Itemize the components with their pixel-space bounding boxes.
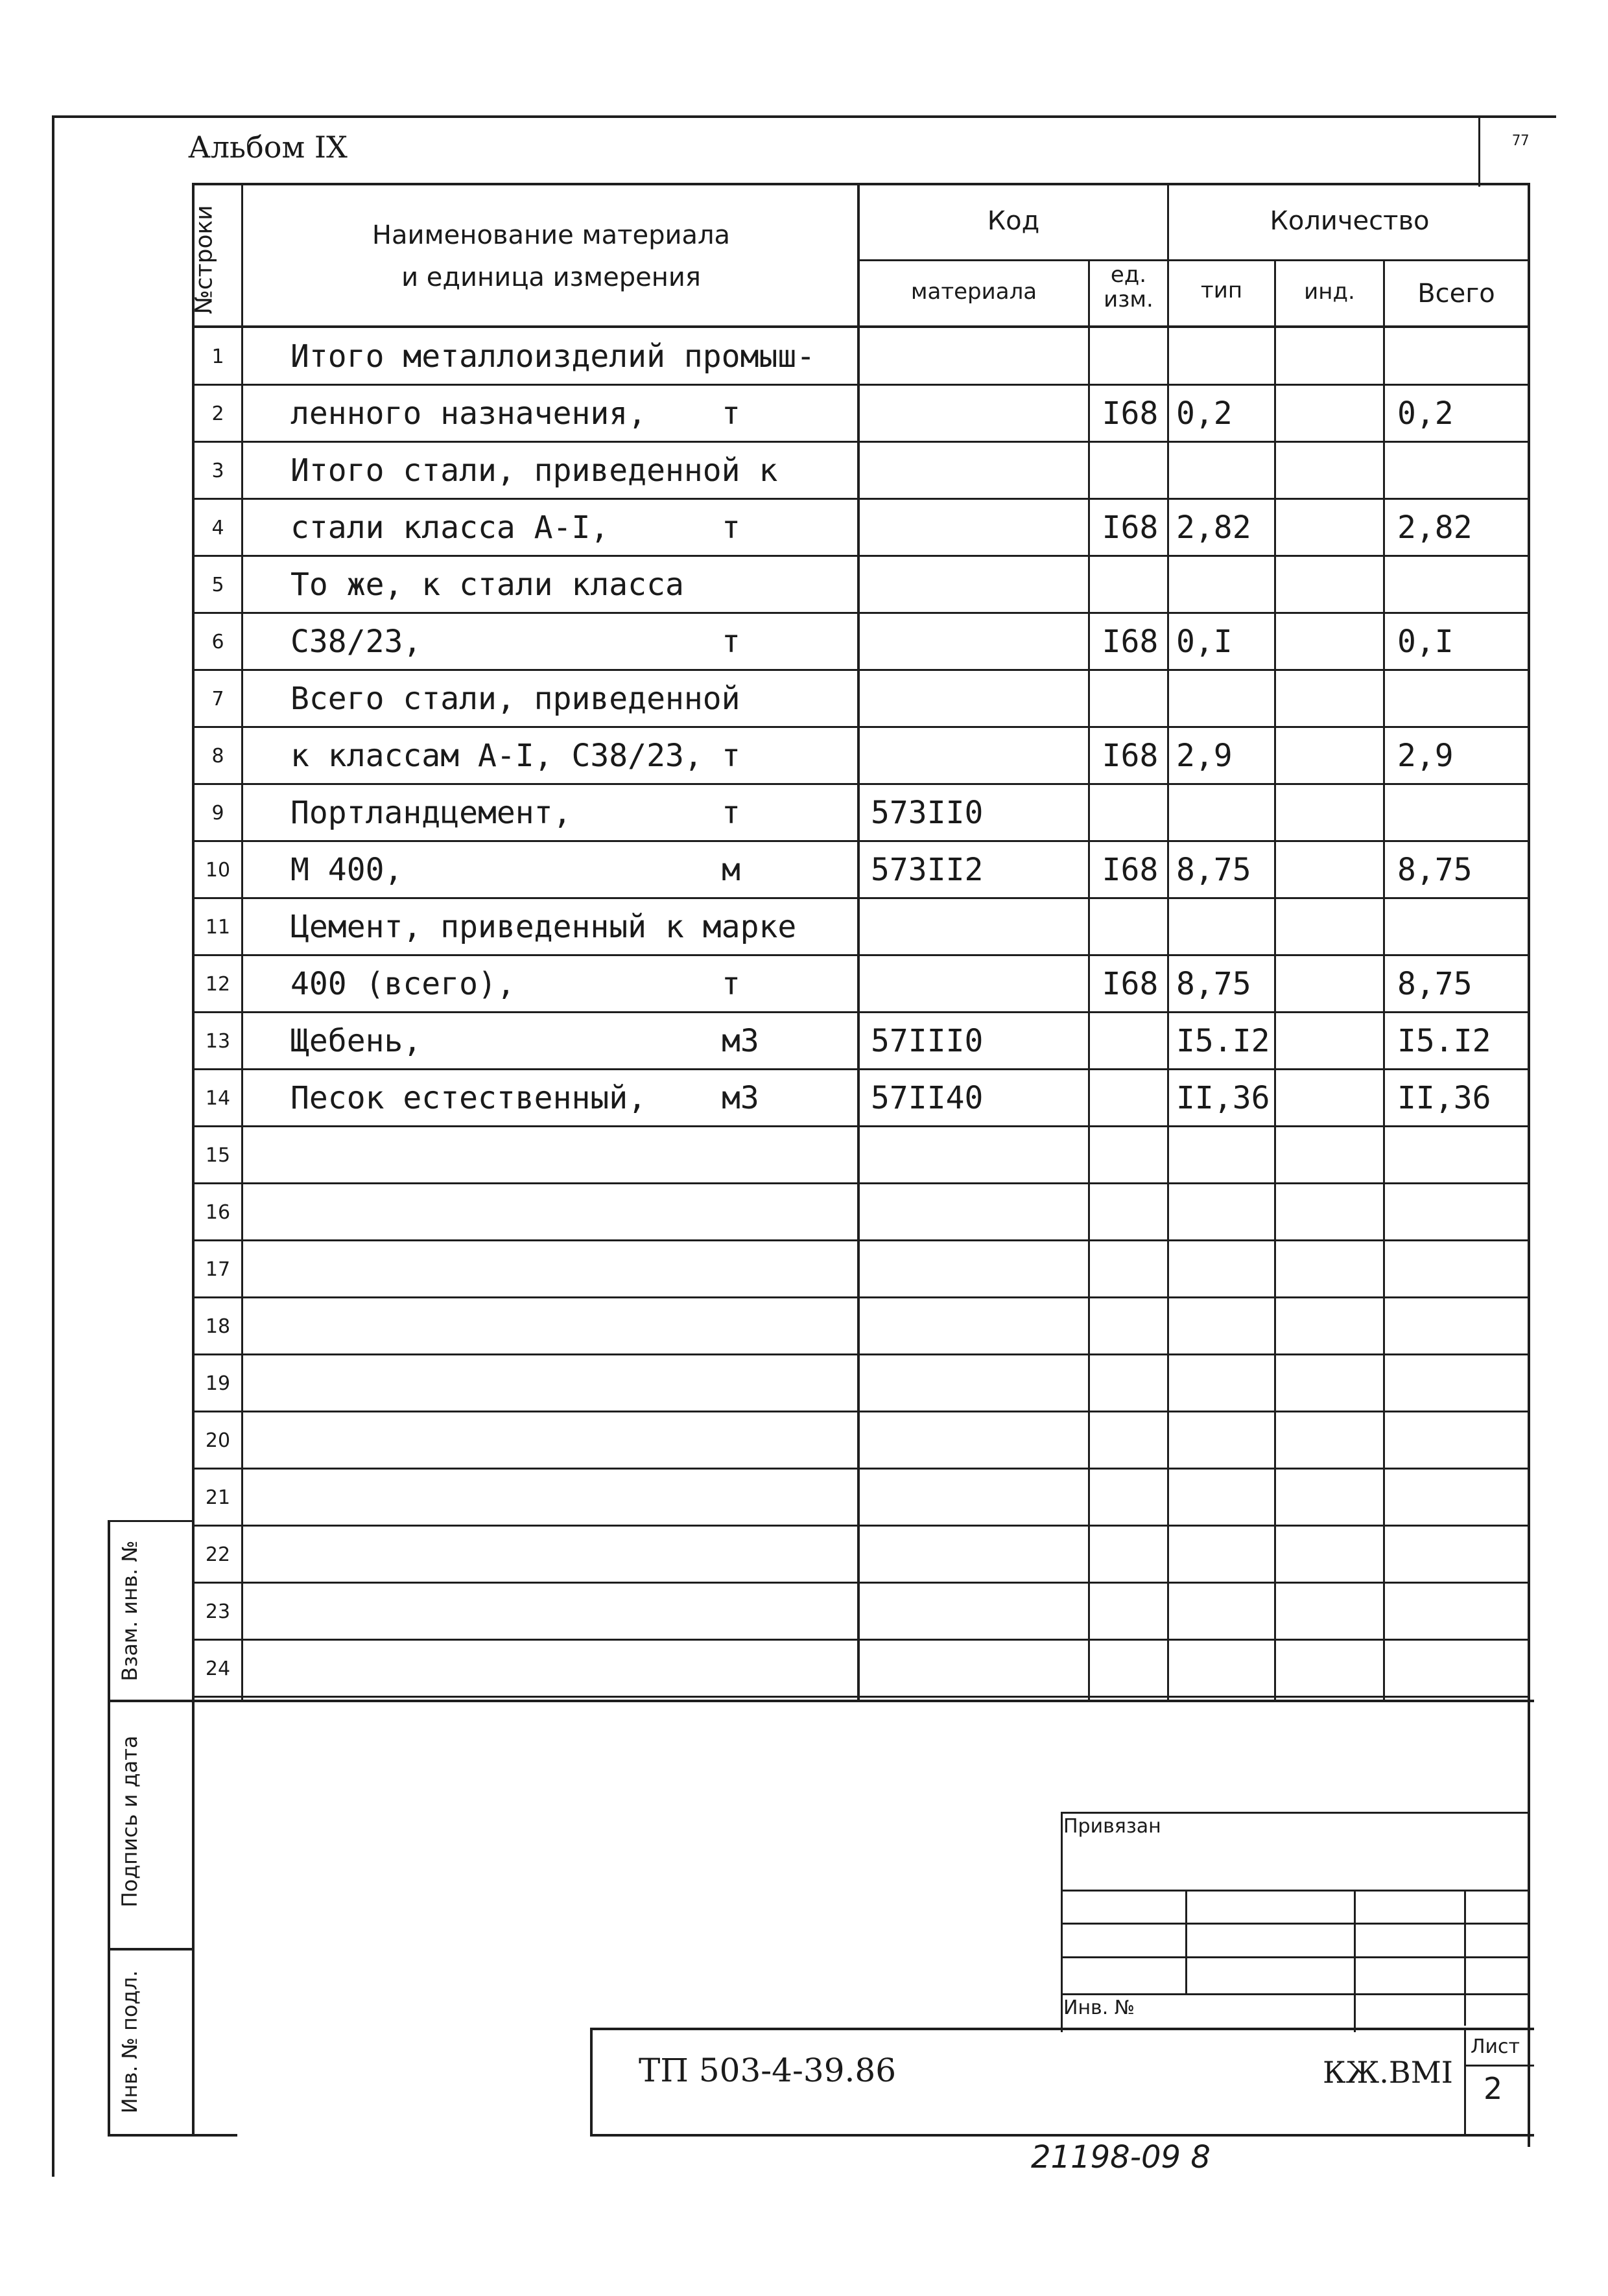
row-number: 22 (205, 1543, 231, 1566)
table-row (193, 1640, 1528, 1697)
quantity-total (1389, 1583, 1533, 1640)
stamp-v-3 (1464, 1890, 1466, 2026)
quantity-type: 2,9 (1176, 738, 1233, 774)
material-code (871, 1127, 1091, 1184)
material-name: М 400, (290, 852, 403, 888)
material-code (871, 727, 1091, 784)
table-row (193, 1298, 1528, 1355)
material-code (871, 328, 1091, 385)
row-number: 18 (205, 1315, 231, 1338)
row-number: 21 (205, 1486, 231, 1509)
row-number: 17 (205, 1258, 231, 1281)
unit-code: I68 (1102, 738, 1159, 774)
stamp-inv-no: Инв. № (1063, 1997, 1135, 2019)
row-number: 20 (205, 1429, 231, 1452)
quantity-total (1389, 1412, 1533, 1469)
material-code (871, 1241, 1091, 1298)
quantity-total (1389, 784, 1533, 841)
material-name: ленного назначения, (290, 395, 647, 432)
row-number: 12 (205, 972, 231, 996)
row-number: 5 (211, 573, 224, 596)
unit-code (1091, 1526, 1169, 1583)
material-name: 400 (всего), (290, 966, 515, 1002)
side-strip-bottom (108, 2134, 237, 2137)
handwritten-number: 21198-09 8 (1031, 2139, 1211, 2175)
quantity-total (1389, 1355, 1533, 1412)
unit-code (1091, 1127, 1169, 1184)
unit-code: I68 (1102, 395, 1159, 432)
quantity-total (1389, 1184, 1533, 1241)
quantity-type (1171, 784, 1286, 841)
material-code (871, 670, 1091, 727)
quantity-type: 2,82 (1176, 510, 1251, 546)
unit-code (1091, 328, 1169, 385)
unit (722, 1184, 774, 1241)
quantity-total: 8,75 (1397, 966, 1472, 1002)
side-label-vzam: Взам. инв. № (117, 1540, 142, 1681)
row-number: 8 (211, 744, 224, 767)
material-name: То же, к стали класса (290, 567, 684, 603)
side-label-inv-podl: Инв. № подл. (117, 1970, 142, 2114)
unit: м3 (722, 1080, 759, 1116)
row-number: 1 (211, 345, 224, 368)
stamp-h-3 (1061, 1956, 1530, 1958)
quantity-total: 2,9 (1397, 738, 1454, 774)
unit (722, 1640, 774, 1697)
sheet-label: Лист (1471, 2035, 1520, 2058)
header-total: Всего (1417, 279, 1495, 309)
header-code: Код (987, 206, 1040, 236)
quantity-total: 2,82 (1397, 510, 1472, 546)
stamp-v-2 (1354, 1890, 1356, 2032)
header-name-line1: Наименование материала (372, 220, 731, 250)
quantity-type (1171, 1640, 1286, 1697)
table-row (193, 385, 1528, 442)
unit-code (1091, 898, 1169, 955)
frame-corner-tick (1478, 115, 1480, 187)
material-code (871, 613, 1091, 670)
material-code (871, 1298, 1091, 1355)
stamp-v-left (1061, 1812, 1063, 2032)
quantity-type: I5.I2 (1176, 1023, 1270, 1059)
unit-code (1091, 1013, 1169, 1070)
quantity-total (1389, 1298, 1533, 1355)
unit (722, 556, 774, 613)
frame-top-line (52, 115, 1556, 118)
material-code (871, 1412, 1091, 1469)
quantity-total (1389, 898, 1533, 955)
table-row (193, 1412, 1528, 1469)
unit-code (1091, 670, 1169, 727)
quantity-total (1389, 442, 1533, 499)
side-strip-right (192, 1700, 195, 2134)
quantity-type: 8,75 (1176, 852, 1251, 888)
quantity-type: 0,2 (1176, 395, 1233, 432)
row-number: 9 (211, 801, 224, 825)
stamp-privyazan: Привязан (1063, 1815, 1161, 1838)
row-number: 16 (205, 1201, 231, 1224)
unit: т (722, 510, 740, 546)
row-number: 10 (205, 858, 231, 882)
table-row (193, 898, 1528, 955)
grid-h-top (192, 183, 1530, 185)
material-name: стали класса А-I, (290, 510, 609, 546)
material-code: 573II0 (871, 795, 984, 831)
quantity-total: 8,75 (1397, 852, 1472, 888)
unit: т (722, 966, 740, 1002)
quantity-type (1171, 1583, 1286, 1640)
material-code (871, 1469, 1091, 1526)
quantity-type: 8,75 (1176, 966, 1251, 1002)
quantity-total: 0,2 (1397, 395, 1454, 432)
material-name: Портландцемент, (290, 795, 572, 831)
table-row (193, 328, 1528, 385)
unit-code: I68 (1102, 624, 1159, 660)
row-number: 6 (211, 630, 224, 653)
title-h-top (590, 2028, 1534, 2030)
quantity-type (1171, 1127, 1286, 1184)
unit-code (1091, 1241, 1169, 1298)
title-v-left (590, 2028, 593, 2136)
table-row (193, 1013, 1528, 1070)
quantity-total (1389, 1241, 1533, 1298)
material-code: 57II40 (871, 1080, 984, 1116)
unit: т (722, 395, 740, 432)
unit: м (722, 852, 740, 888)
row-number: 2 (211, 402, 224, 425)
header-unit: ед. изм. (1104, 262, 1153, 312)
quantity-type (1171, 1469, 1286, 1526)
table-row (193, 1184, 1528, 1241)
table-row (193, 499, 1528, 556)
unit-code (1091, 1298, 1169, 1355)
table-row (193, 1070, 1528, 1127)
table-row (193, 1469, 1528, 1526)
stamp-h-4 (1061, 1993, 1530, 1995)
table-row (193, 841, 1528, 898)
quantity-total: 0,I (1397, 624, 1454, 660)
table-row (193, 1241, 1528, 1298)
stamp-v-1 (1185, 1890, 1187, 1993)
unit-code (1091, 1070, 1169, 1127)
material-code (871, 1355, 1091, 1412)
quantity-type (1171, 328, 1286, 385)
unit-code (1091, 1469, 1169, 1526)
table-row (193, 1526, 1528, 1583)
frame-left-line (52, 115, 54, 2177)
unit-code (1091, 784, 1169, 841)
header-material: материала (910, 279, 1037, 305)
unit (722, 1583, 774, 1640)
quantity-type: 0,I (1176, 624, 1233, 660)
unit: м3 (722, 1023, 759, 1059)
quantity-total (1389, 328, 1533, 385)
quantity-total (1389, 1526, 1533, 1583)
quantity-type (1171, 1412, 1286, 1469)
quantity-type (1171, 898, 1286, 955)
quantity-type: II,36 (1176, 1080, 1270, 1116)
row-number: 24 (205, 1657, 231, 1680)
row-number: 3 (211, 459, 224, 482)
material-code (871, 1583, 1091, 1640)
material-name: Песок естественный, (290, 1080, 647, 1116)
row-number: 4 (211, 516, 224, 539)
quantity-total (1389, 1640, 1533, 1697)
side-strip-left (108, 1520, 110, 2136)
unit-code (1091, 1640, 1169, 1697)
header-type: тип (1200, 277, 1243, 303)
unit (722, 1355, 774, 1412)
table-row (193, 1127, 1528, 1184)
material-code (871, 1640, 1091, 1697)
table-row (193, 727, 1528, 784)
material-code (871, 442, 1091, 499)
unit (722, 1298, 774, 1355)
quantity-total (1389, 670, 1533, 727)
unit-code: I68 (1102, 852, 1159, 888)
table-row (193, 613, 1528, 670)
material-code (871, 1526, 1091, 1583)
grid-h-subheader (857, 259, 1530, 261)
quantity-type (1171, 1241, 1286, 1298)
material-name: Щебень, (290, 1023, 422, 1059)
table-row (193, 442, 1528, 499)
table-row (193, 556, 1528, 613)
quantity-type (1171, 556, 1286, 613)
quantity-type (1171, 1184, 1286, 1241)
row-number: 13 (205, 1029, 231, 1053)
quantity-type (1171, 1298, 1286, 1355)
quantity-total (1389, 556, 1533, 613)
row-number: 14 (205, 1086, 231, 1110)
unit (722, 898, 774, 955)
quantity-type (1171, 1355, 1286, 1412)
unit (722, 328, 774, 385)
row-number: 19 (205, 1372, 231, 1395)
unit-code (1091, 1184, 1169, 1241)
unit (722, 1469, 774, 1526)
unit: т (722, 738, 740, 774)
grid-h-table-bottom (192, 1700, 1534, 1702)
material-code: 57III0 (871, 1023, 984, 1059)
stamp-h-2 (1061, 1923, 1530, 1925)
doc-code: ТП 503-4-39.86 (639, 2052, 897, 2089)
material-name: Итого металлоизделий промыш- (290, 338, 816, 375)
unit (722, 442, 774, 499)
material-code (871, 898, 1091, 955)
material-name: Цемент, приведенный к марке (290, 909, 797, 945)
unit (722, 1526, 774, 1583)
material-code (871, 1184, 1091, 1241)
header-name-line2: и единица измерения (401, 263, 701, 292)
row-number: 11 (205, 915, 231, 939)
unit-code (1091, 442, 1169, 499)
material-code (871, 499, 1091, 556)
stamp-h-top (1061, 1812, 1530, 1814)
side-label-sign: Подпись и дата (117, 1735, 142, 1908)
material-code: 573II2 (871, 852, 984, 888)
quantity-total: I5.I2 (1397, 1023, 1491, 1059)
sheet-number: 2 (1484, 2071, 1503, 2106)
material-name: Итого стали, приведенной к (290, 452, 778, 489)
material-code (871, 955, 1091, 1013)
table-row (193, 1355, 1528, 1412)
unit (722, 1412, 774, 1469)
row-number: 23 (205, 1600, 231, 1623)
unit (722, 670, 774, 727)
row-number: 7 (211, 687, 224, 710)
side-strip-div2 (108, 1948, 195, 1950)
sheet-code: КЖ.ВМI (1323, 2055, 1453, 2090)
unit (722, 1127, 774, 1184)
quantity-type (1171, 442, 1286, 499)
header-row-number: №строки (191, 204, 218, 314)
table-row (193, 955, 1528, 1013)
unit-code: I68 (1102, 510, 1159, 546)
material-code (871, 385, 1091, 442)
title-h-sheet (1464, 2065, 1534, 2067)
stamp-h-1 (1061, 1890, 1530, 1892)
header-ind: инд. (1304, 279, 1355, 305)
unit-code (1091, 1355, 1169, 1412)
title-h-bottom (590, 2134, 1534, 2137)
material-name: Всего стали, приведенной (290, 681, 740, 717)
unit-code (1091, 1412, 1169, 1469)
table-row (193, 670, 1528, 727)
unit: т (722, 624, 740, 660)
page-mark: 77 (1512, 133, 1530, 149)
table-row (193, 784, 1528, 841)
unit-code (1091, 1583, 1169, 1640)
title-v-sheet (1464, 2028, 1466, 2136)
unit-code: I68 (1102, 966, 1159, 1002)
unit (722, 1241, 774, 1298)
material-name: к классам А-I, С38/23, (290, 738, 703, 774)
row-number: 15 (205, 1143, 231, 1167)
unit-code (1091, 556, 1169, 613)
material-code (871, 556, 1091, 613)
quantity-total: II,36 (1397, 1080, 1491, 1116)
quantity-type (1171, 670, 1286, 727)
row-divider (192, 1696, 1530, 1698)
quantity-total (1389, 1127, 1533, 1184)
material-name: С38/23, (290, 624, 422, 660)
album-label: Альбом IX (188, 130, 348, 165)
table-row (193, 1583, 1528, 1640)
header-quantity: Количество (1270, 206, 1430, 236)
quantity-type (1171, 1526, 1286, 1583)
unit: т (722, 795, 740, 831)
quantity-total (1389, 1469, 1533, 1526)
